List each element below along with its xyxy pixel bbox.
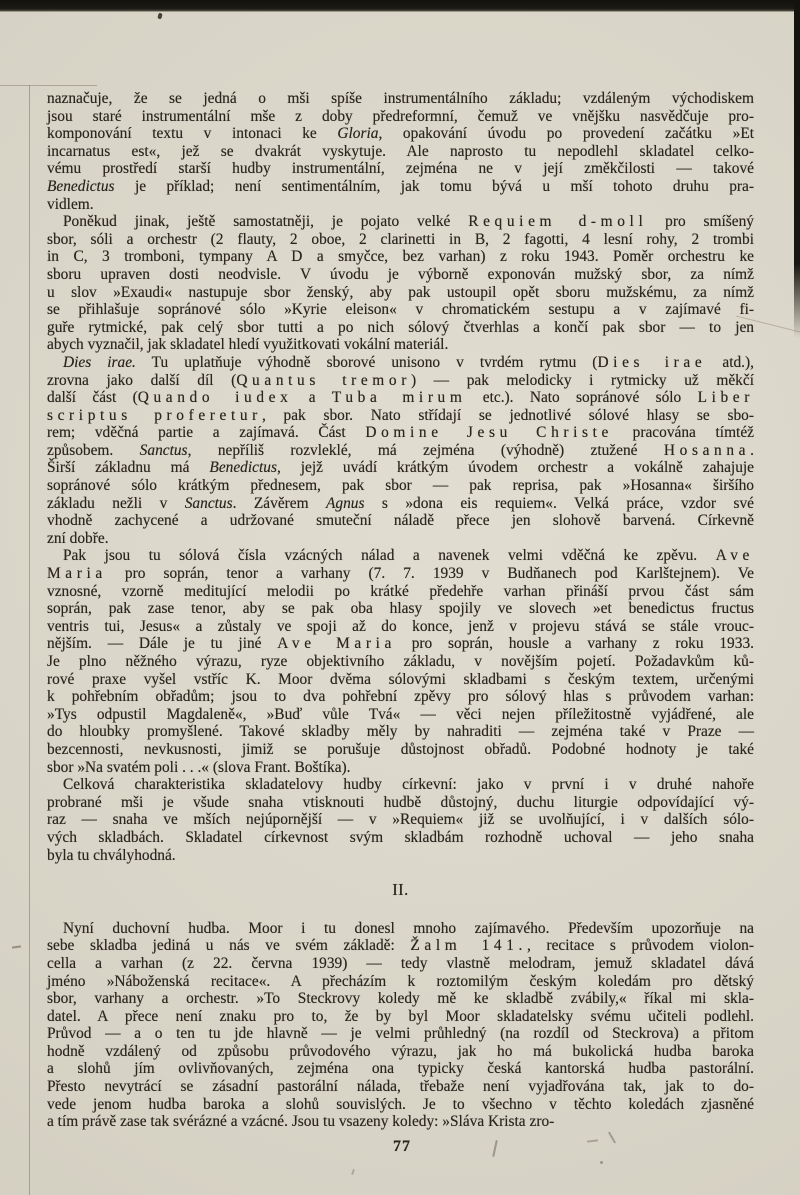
paragraph bbox=[47, 920, 754, 1131]
scan-artifact-pencil-backslash bbox=[608, 1131, 616, 1143]
text-segment: Přesto nevytrácí se zásadní pastorální nálada, třebaže není vyjadřována tak, jak to do- bbox=[47, 1078, 754, 1096]
letterspaced-segment: Domine Jesu Christe bbox=[365, 424, 613, 442]
text-segment: u slov »Exaudi« nastupuje sbor ženský, aby pak ustoupil opět sboru mužskému, za nímž bbox=[47, 283, 754, 301]
text-line bbox=[47, 794, 754, 812]
scan-artifact-topleft-line bbox=[0, 85, 97, 86]
text-line bbox=[47, 213, 754, 231]
text-segment: rové praxe vyšel vstříc K. Moor dvěma sólovými skladbami s českým textem, určenými bbox=[47, 670, 754, 688]
letterspaced-segment: Liber bbox=[697, 389, 754, 407]
text-segment: rem; vděčná partie a zajímavá. Část bbox=[47, 424, 366, 442]
scan-artifact-pencil-comma bbox=[351, 1169, 355, 1175]
text-segment: , opakování úvodu po provedení začátku »Et bbox=[378, 125, 754, 143]
text-line bbox=[47, 407, 754, 425]
text-line bbox=[47, 847, 754, 865]
paragraph bbox=[47, 90, 754, 213]
letterspaced-segment: Tuba mirum bbox=[331, 389, 467, 407]
scan-artifact-pencil-dot bbox=[600, 1161, 603, 1164]
scan-artifact-left-edge bbox=[29, 85, 30, 1195]
text-line bbox=[47, 600, 754, 618]
text-segment: způsobem. bbox=[47, 441, 140, 459]
text-line bbox=[47, 547, 754, 565]
text-line bbox=[47, 1025, 754, 1043]
text-line bbox=[47, 389, 754, 407]
paragraph bbox=[47, 547, 754, 776]
text-segment: pracována tímtéž bbox=[612, 424, 754, 442]
paragraph bbox=[47, 213, 754, 354]
italic-segment: Agnus bbox=[326, 494, 365, 512]
text-line bbox=[47, 1113, 754, 1131]
text-segment: Pak jsou tu sólová čísla vzácných nálad a navenek velmi vděčná ke zpěvu. bbox=[63, 547, 716, 565]
text-segment: pro soprán, housle a varhany z roku 1933. bbox=[395, 635, 754, 653]
text-line bbox=[47, 459, 754, 477]
text-line bbox=[47, 1060, 754, 1078]
text-line bbox=[47, 1008, 754, 1026]
text-segment: raz — snaha ve mších nejúpornější — v »Requiem« již se uvolňující, i v dalších sólo- bbox=[47, 811, 754, 829]
text-segment: , pak sbor. Nato střídají se jednotlivé sólové hlasy se sbo- bbox=[261, 406, 755, 424]
text-segment: byla tu chvályhodná. bbox=[47, 846, 176, 864]
text-segment: vede jenom hudba baroka a slohů souvislých. Je to všechno v těchto koledách zjasněné bbox=[47, 1095, 754, 1113]
letterspaced-segment: Maria bbox=[47, 565, 107, 583]
text-line bbox=[47, 319, 754, 337]
text-line bbox=[47, 196, 754, 214]
italic-segment: Sanctus bbox=[139, 441, 188, 459]
text-segment: k pohřebním obřadům; jsou to dva pohřební zpěvy pro sólový hlas s průvodem varhan: bbox=[47, 688, 754, 706]
text-segment: sbor, sóli a orchestr (2 flauty, 2 oboe, 2 clarinetti in B, 2 fagotti, 4 lesní rohy, 2 trombi bbox=[47, 230, 754, 248]
text-segment: jsou staré instrumentální mše z doby předreformní, čemuž ve vnějšku nasvědčuje pro- bbox=[47, 107, 754, 125]
text-segment: s »dona eis requiem«. Velká práce, vzdor své bbox=[364, 494, 754, 512]
text-line bbox=[47, 829, 754, 847]
text-line bbox=[47, 653, 754, 671]
text-segment: in C, 3 tromboni, tympany A D a smyčce, bez varhan) z roku 1943. Poměr orchestru ke bbox=[47, 248, 754, 266]
text-segment: a slohů jím ovlivňovaných, zejména ona typicky česká kantorská hudba pastorální. bbox=[47, 1060, 754, 1078]
italic-segment: Benedictus bbox=[209, 459, 277, 477]
text-segment: Širší základnu má bbox=[47, 459, 210, 477]
text-line bbox=[47, 937, 754, 955]
text-segment: zní dobře. bbox=[47, 529, 109, 547]
italic-segment: Benedictus bbox=[47, 177, 115, 195]
text-line bbox=[47, 759, 754, 777]
text-segment: , nepříliš rozvleklé, má zejména (výhodně) ztužené bbox=[187, 441, 664, 459]
text-segment: se přihlašuje sopránové sólo »Kyrie eleison« v chromatickém sestupu a v zajímavé fi- bbox=[47, 301, 754, 319]
text-line bbox=[47, 125, 754, 143]
text-line bbox=[47, 635, 754, 653]
text-line bbox=[47, 583, 754, 601]
text-segment: a bbox=[292, 389, 332, 407]
letterspaced-segment: Hosanna bbox=[663, 441, 751, 459]
text-line bbox=[47, 671, 754, 689]
text-segment: datel. A přece není znaku pro to, že by byl Moor skladatelsky svému učiteli podlehl. bbox=[47, 1007, 754, 1025]
text-line bbox=[47, 990, 754, 1008]
text-segment: pro smíšený bbox=[647, 213, 754, 231]
text-segment: nějším. — Dále je tu jiné bbox=[47, 635, 278, 653]
text-segment: do hloubky promyšlené. Takové skladby měly by nahraditi — zejména také v Praze — bbox=[47, 723, 754, 741]
text-segment: naznačuje, že se jedná o mši spíše instrumentálního základu; vzdáleným východiskem bbox=[47, 90, 754, 107]
text-line bbox=[47, 424, 754, 442]
text-segment: je příklad; není sentimentálním, jak tomu bývá u mší tohoto druhu pra- bbox=[114, 177, 754, 195]
text-segment: sboru upraven dosti neodvisle. V úvodu je výborně exponován mužský sbor, za nímž bbox=[47, 265, 754, 283]
scan-artifact-top-band bbox=[0, 0, 800, 12]
text-segment: základu nežli v bbox=[47, 494, 185, 512]
text-segment: sbor, varhany a orchestr. »To Steckrovy koledy mě ke skladbě zvábily,« říkal mi skla- bbox=[47, 990, 754, 1008]
text-line bbox=[47, 1043, 754, 1061]
text-segment: pro soprán, tenor a varhany (7. 7. 1939 v Budňanech pod Karlštejnem). Ve bbox=[106, 565, 754, 583]
text-segment: Průvod — a o ten tu jde hlavně — je velmi průhledný (na rozdíl od Steckrova) a přitom bbox=[47, 1025, 754, 1043]
text-line bbox=[47, 776, 754, 794]
text-segment: zrovna jako další díl ( bbox=[47, 371, 237, 389]
text-line bbox=[47, 495, 754, 513]
text-segment: vznosné, vzorně meditující melodii po krátké předehře varhan přináší prvou část sám bbox=[47, 582, 754, 600]
text-segment: vému prostředí starší hudby instrumentální, zejména ne v její změkčilosti — takové bbox=[47, 160, 754, 178]
text-line bbox=[47, 284, 754, 302]
text-segment: guře rytmické, pak celý sbor tutti a po nich sólový čtverhlas a končí pak sbor — to jen bbox=[47, 318, 754, 336]
text-line bbox=[47, 90, 754, 108]
text-segment: cella a varhan (z 22. června 1939) — tedy vlastně melodram, jemuž skladatel dává bbox=[47, 954, 754, 972]
text-line bbox=[47, 178, 754, 196]
text-line bbox=[47, 565, 754, 583]
text-line bbox=[47, 372, 754, 390]
italic-segment: Sanctus bbox=[184, 494, 233, 512]
text-segment: sopránové sólo krátkým přednesem, pak sbor — pak reprisa, pak »Hosanna« širšího bbox=[47, 477, 754, 495]
text-line bbox=[47, 477, 754, 495]
text-line bbox=[47, 108, 754, 126]
scan-artifact-margin-dash bbox=[12, 945, 21, 948]
letterspaced-segment: Ave bbox=[715, 547, 754, 565]
text-segment: bezcennosti, nevkusnosti, jimiž se porušuje důstojnost obřadů. Podobné hodnoty je také bbox=[47, 740, 754, 758]
text-segment: další část ( bbox=[47, 389, 138, 407]
text-line bbox=[47, 811, 754, 829]
text-segment: incarnatus est«, jež se dvakrát vyskytuje. Ale naprosto tu nepodlehl skladatel celko- bbox=[47, 142, 754, 160]
section-heading: II. bbox=[392, 880, 409, 900]
text-segment: soprán, pak zase tenor, aby se pak oba hlasy spojily ve slovech »et benedictus fructus bbox=[47, 600, 754, 618]
paragraph bbox=[47, 354, 754, 548]
text-segment: »Tys odpustil Magdaleně«, »Buď vůle Tvá« — věci nejen příležitostně vyjádřené, ale bbox=[47, 705, 754, 723]
text-line bbox=[47, 336, 754, 354]
text-line bbox=[47, 143, 754, 161]
scan-artifact-right-band bbox=[794, 0, 800, 338]
text-segment: vých skladbách. Skladatel církevnost svým skladbám rozhodně uchoval — jeho snaha bbox=[47, 828, 754, 846]
letterspaced-segment: Žalm 141. bbox=[410, 937, 527, 955]
text-line bbox=[47, 741, 754, 759]
letterspaced-segment: Requiem d-moll bbox=[468, 213, 648, 231]
text-line bbox=[47, 512, 754, 530]
text-segment: sebe skladba jediná u nás ve svém základě: bbox=[47, 937, 411, 955]
text-segment: , jejž uvádí krátkým úvodem orchestr a vokálně zahajuje bbox=[276, 459, 755, 477]
letterspaced-segment: Ave Maria bbox=[277, 635, 396, 653]
text-segment: Nyní duchovní hudba. Moor i tu donesl mnoho zajímavého. Především upozorňuje na bbox=[63, 919, 754, 937]
scan-artifact-pencil-dash bbox=[587, 1139, 598, 1142]
text-line bbox=[47, 160, 754, 178]
text-line bbox=[47, 955, 754, 973]
text-segment: atd.), bbox=[706, 353, 755, 371]
text-line bbox=[47, 248, 754, 266]
text-segment: Tu uplatňuje výhodně sborové unisono v tvrdém rytmu ( bbox=[135, 353, 598, 371]
letterspaced-segment: Dies irae bbox=[597, 353, 707, 371]
text-line bbox=[47, 1078, 754, 1096]
text-line bbox=[47, 706, 754, 724]
text-line bbox=[47, 920, 754, 938]
text-line bbox=[47, 442, 754, 460]
text-segment: ventris tui, Jesus« a zůstaly ve spoji až do konce, jenž v projevu stává se stále vrouc- bbox=[47, 617, 754, 635]
italic-segment: Gloria bbox=[337, 125, 379, 143]
text-line bbox=[47, 618, 754, 636]
text-line bbox=[47, 301, 754, 319]
text-segment: jméno »Náboženská recitace«. A přecházím k roztomilým českým koledám pro dětský bbox=[47, 972, 754, 990]
text-segment: etc.). Nato sopránové sólo bbox=[466, 389, 698, 407]
letterspaced-segment: Quantus tremor bbox=[236, 371, 411, 389]
text-line bbox=[47, 688, 754, 706]
text-segment: , recitace s průvodem violon- bbox=[526, 937, 754, 955]
text-line bbox=[47, 1096, 754, 1114]
text-segment: ) — pak melodicky i rytmicky už měkčí bbox=[410, 371, 754, 389]
text-segment: . Závěrem bbox=[232, 494, 326, 512]
text-segment: vhodně zachycené a udržované smuteční náladě přece jen slohově barvená. Církevně bbox=[47, 512, 754, 530]
text-line bbox=[47, 231, 754, 249]
text-segment: probrané mši je všude snaha vtisknouti hudbě důstojný, duchu liturgie odpovídající vý- bbox=[47, 793, 754, 811]
text-segment: sbor »Na svatém poli . . .« (slova Frant. Boštíka). bbox=[47, 758, 351, 776]
text-segment: . bbox=[750, 441, 754, 459]
paragraph bbox=[47, 776, 754, 864]
text-segment: Poněkud jinak, ještě samostatněji, je pojato velké bbox=[63, 213, 469, 231]
text-line bbox=[47, 530, 754, 548]
letterspaced-segment: Quando iudex bbox=[137, 389, 293, 407]
italic-segment: Dies irae. bbox=[63, 353, 136, 371]
text-segment: komponování textu v intonaci ke bbox=[47, 125, 338, 143]
text-block bbox=[47, 90, 754, 1131]
text-segment: a tím právě zase tak svérázné a vzácné. Jsou tu vsazeny koledy: »Sláva Krista zro- bbox=[47, 1113, 555, 1131]
text-segment: vidlem. bbox=[47, 195, 94, 213]
text-line bbox=[47, 266, 754, 284]
text-segment: abych vyznačil, jak skladatel hledí využitkovati vokální materiál. bbox=[47, 336, 449, 354]
scan-artifact-pencil-slash bbox=[492, 1140, 497, 1157]
text-segment: Celková charakteristika skladatelovy hudby církevní: jako v první i v druhé nahoře bbox=[63, 776, 754, 794]
text-line bbox=[47, 973, 754, 991]
text-segment: Je plno něžného výrazu, ryze objektivního základu, v novějším pojetí. Požadavkům ků- bbox=[47, 653, 754, 670]
letterspaced-segment: scriptus proferetur bbox=[47, 406, 262, 424]
text-line bbox=[47, 723, 754, 741]
text-segment: hodně vzdálený od způsobu průvodového výrazu, jak ho má bukolická hudba baroka bbox=[47, 1042, 754, 1060]
text-line bbox=[47, 354, 754, 372]
page-number: 77 bbox=[393, 1138, 411, 1155]
scan-artifact-speck bbox=[157, 13, 162, 20]
